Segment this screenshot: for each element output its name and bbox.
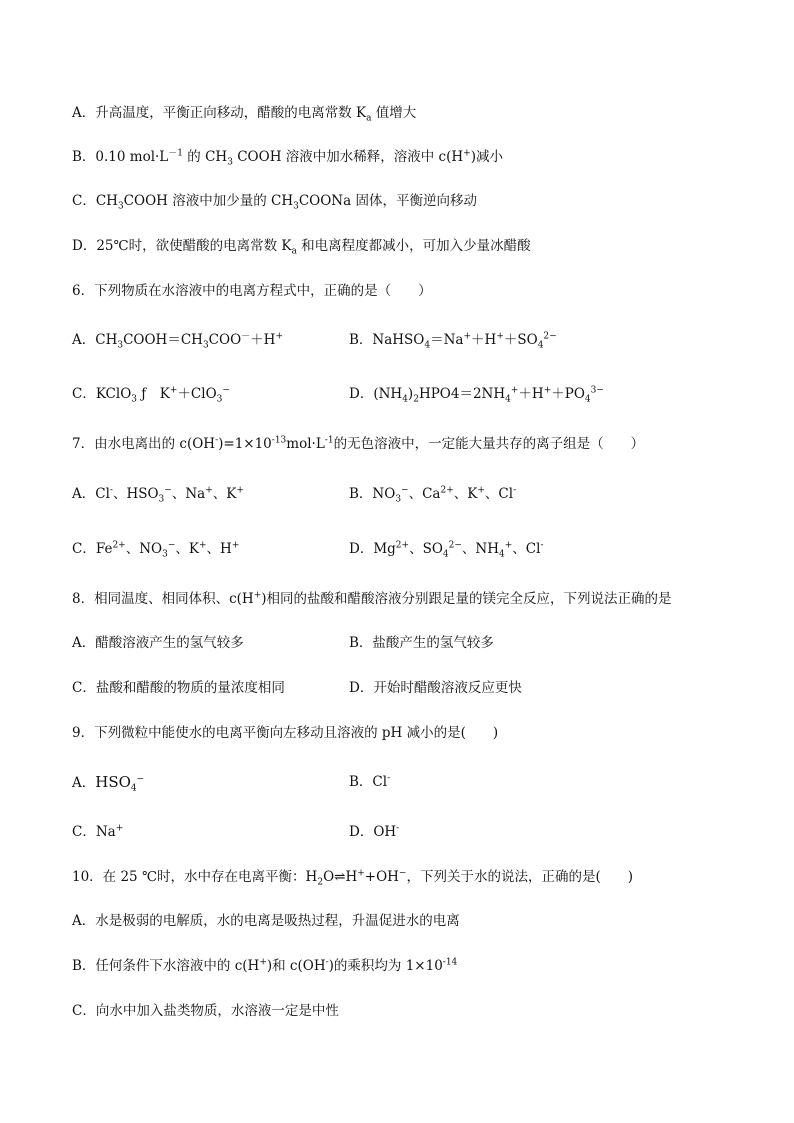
q6-option-c: C．KClO$_3$ ƒ K+＋ClO$_3$−	[72, 385, 230, 405]
q8-option-a: A．醋酸溶液产生的氢气较多	[72, 635, 244, 651]
question-10: 10．在 25 ℃时，水中存在电离平衡：$H_2O\rightleftharpoons H^++OH^-$，下列关于水的说法，正确的是( )	[72, 868, 634, 888]
q8-option-b: B．盐酸产生的氢气较多	[349, 635, 494, 651]
q9-option-a: A．$HSO_4^-$	[72, 773, 145, 794]
q6-option-b: B．$NaHSO_4=Na^++H^++SO_4^{2-}$	[349, 331, 557, 351]
q10-option-a: A．水是极弱的电解质，水的电离是吸热过程，升温促进水的电离	[72, 913, 460, 929]
q9-option-c: C．Na+	[72, 823, 124, 840]
q5-option-d: D．25℃时，欲使醋酸的电离常数 $K_a$ 和电离程度都减小，可加入少量冰醋酸	[72, 238, 531, 257]
q5-option-c: C．$CH_3COOH$ 溶液中加少量的 $CH_3COONa$ 固体，平衡逆向移动	[72, 193, 477, 212]
q5-option-b: B．0.10 $mol\cdot L^{-1}$ 的 $CH_3$ COOH 溶液中加水稀释，溶液中 c(H+)减小	[72, 148, 503, 168]
q7-option-d: D．$Mg^{2+}$、$SO_4^{2-}$、$NH_4^+$、Cl-	[349, 540, 544, 560]
q9-option-b: B．Cl-	[349, 773, 391, 790]
q7-option-b: B．$NO_3^-$、$Ca^{2+}$、K+、Cl-	[349, 485, 517, 505]
q9-option-d: D．OH-	[349, 823, 400, 840]
question-7: 7．由水电离出的 $c(OH^-)=1\times 10^{-13}mol\cdot L^{-1}$的无色溶液中，一定能大量共存的离子组是（ ）	[72, 435, 645, 452]
q7-option-c: C．$Fe^{2+}$、$NO_3^-$、K+、H+	[72, 540, 240, 560]
q6-option-a: A．$CH_3COOH=CH_3COO^-+H^+$	[72, 331, 283, 351]
question-6: 6．下列物质在水溶液中的电离方程式中，正确的是（ ）	[72, 283, 432, 299]
question-9: 9．下列微粒中能使水的电离平衡向左移动且溶液的 pH 减小的是( )	[72, 725, 499, 741]
q7-option-a: A．Cl-、$HSO_3^-$、Na+、K+	[72, 485, 244, 505]
q6-option-d: D．$(NH_4)_2HPO4=2NH_4^++H^++PO_4^{3-}$	[349, 385, 604, 405]
question-8: 8．相同温度、相同体积、c(H+)相同的盐酸和醋酸溶液分别跟足量的镁完全反应，下列说法正确的是	[72, 590, 672, 607]
q8-option-d: D．开始时醋酸溶液反应更快	[349, 680, 522, 696]
q10-option-c: C．向水中加入盐类物质，水溶液一定是中性	[72, 1003, 339, 1019]
q5-option-a: A．升高温度，平衡正向移动，醋酸的电离常数 $K_a$ 值增大	[72, 105, 417, 124]
q8-option-c: C．盐酸和醋酸的物质的量浓度相同	[72, 680, 285, 696]
q10-option-b: B．任何条件下水溶液中的 c(H+)和 c(OH-)的乘积均为 $1\times 10^{-14}$	[72, 957, 458, 974]
